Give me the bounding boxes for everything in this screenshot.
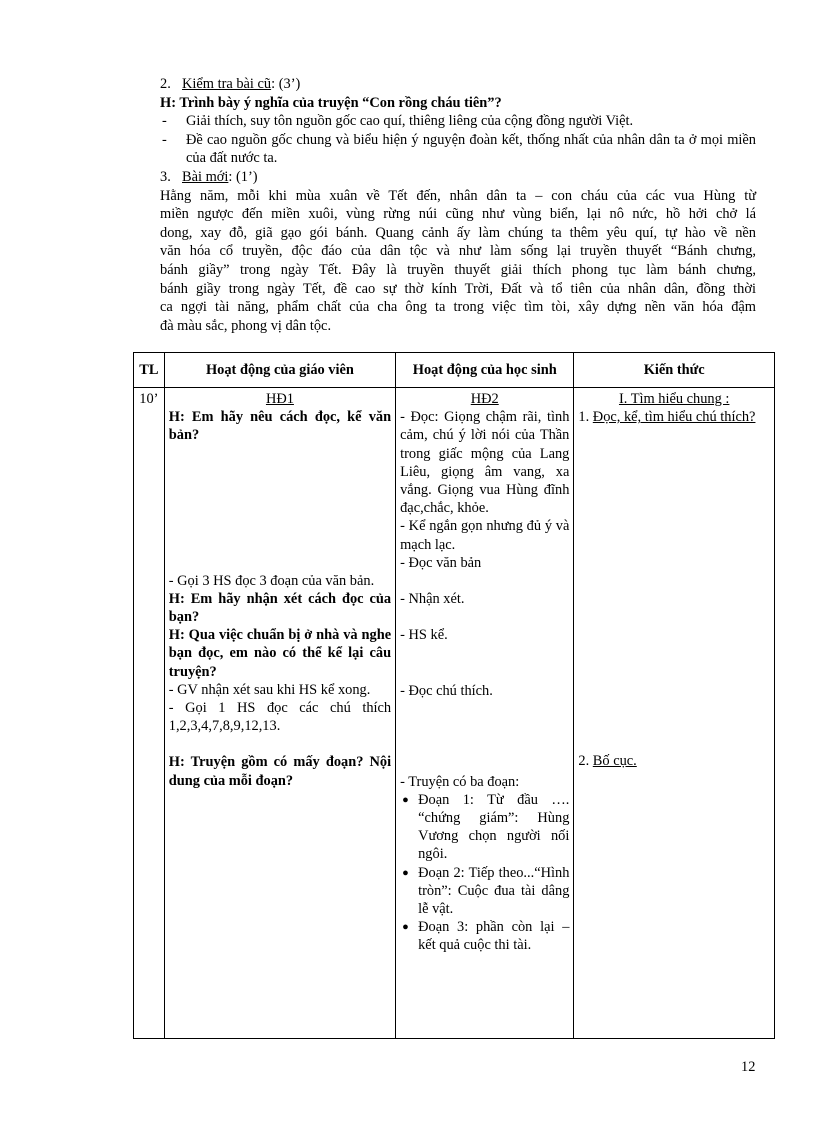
section-number: 3. <box>160 168 171 185</box>
paragraph-line: văn hóa cổ truyền, độc đáo của dân tộc và như làm sống lại truyền thuyết “Bánh chưng, <box>160 243 756 260</box>
lesson-intro <box>160 75 756 335</box>
lesson-table <box>133 352 775 1039</box>
paragraph-line: Hằng năm, mỗi khi mùa xuân về Tết đến, nhân dân ta – con cháu của các vua Hùng từ <box>160 187 756 204</box>
student-response: - Kể ngắn gọn nhưng đủ ý và mạch lạc. <box>400 518 570 553</box>
section-3-heading <box>160 168 756 187</box>
cell-knowledge <box>574 388 775 1039</box>
header-knowledge: Kiến thức <box>574 353 775 388</box>
paragraph-line: dong, xay đỗ, giã gạo gói bánh. Quang cảnh ấy làm chúng ta thêm yêu quí, tự hào về nền <box>160 224 756 241</box>
intro-paragraph <box>160 187 756 336</box>
cell-student-activity <box>396 388 574 1039</box>
student-response: - HS kể. <box>400 627 448 644</box>
answer-item: - Giải thích, suy tôn nguồn gốc cao quí, thiêng liêng của cộng đồng người Việt. <box>162 113 634 130</box>
student-response: - Đọc chú thích. <box>400 683 493 700</box>
knowledge-item: 1. Đọc, kể, tìm hiểu chú thích? <box>578 409 756 426</box>
table-row <box>134 388 775 1039</box>
paragraph-line: bánh giầy” trong ngày Tết. Đây là truyền thuyết giải thích phong tục làm bánh chưng, <box>160 261 756 278</box>
paragraph-line: ca ngợi tài năng, phẩm chất của cha ông ta trong việc tìm tòi, xây dựng nền văn hóa đậm <box>160 299 756 316</box>
teacher-question: H: Truyện gồm có mấy đoạn? Nội dung của mỗi đoạn? <box>168 754 392 789</box>
student-response: - Đọc văn bản <box>400 554 482 571</box>
section-label: Bài mới <box>182 168 229 185</box>
student-response: - Đọc: Giọng chậm rãi, tình cảm, chú ý lời nói của Thần trong giấc mộng của Lang Liêu, giọng âm vang, xa vắng. Giọng vua Hùng đĩnh đạc,chắc, khỏe. <box>400 409 570 517</box>
paragraph-line: miền ngược đến miền xuôi, vùng rừng núi cũng như vùng biển, lại nô nức, hồ hởi chở lá <box>160 206 756 223</box>
section-time: : (1’) <box>228 168 258 185</box>
answer-item: - Đề cao nguồn gốc chung và biểu hiện ý nguyện đoàn kết, thống nhất của nhân dân ta ở mọi miền của đất nước ta. <box>162 131 756 167</box>
list-item: ● Đoạn 2: Tiếp theo...“Hình tròn”: Cuộc đua tài dâng lễ vật. <box>400 864 569 919</box>
activity-label: HĐ1 <box>265 391 294 407</box>
list-item: ● Đoạn 3: phần còn lại – kết quả cuộc thi tài. <box>400 918 569 954</box>
dash-marker: - <box>162 113 167 130</box>
teacher-instruction: - Gọi 1 HS đọc các chú thích 1,2,3,4,7,8,9,12,13. <box>168 700 392 735</box>
teacher-question: H: Em hãy nhận xét cách đọc của bạn? <box>168 590 392 626</box>
list-item: ● Đoạn 1: Từ đầu …. “chứng giám”: Hùng Vương chọn người nối ngôi. <box>400 791 569 864</box>
dash-marker: - <box>162 131 167 148</box>
header-student-activity: Hoạt động của học sinh <box>396 353 574 388</box>
student-response: - Nhận xét. <box>400 591 465 608</box>
paragraph-line: đà màu sắc, phong vị dân tộc. <box>160 317 332 334</box>
cell-time: 10’ <box>134 388 165 1039</box>
section-number: 2. <box>160 76 171 92</box>
activity-label: HĐ2 <box>470 391 499 407</box>
page-number: 12 <box>741 1059 756 1075</box>
teacher-instruction: - Gọi 3 HS đọc 3 đoạn của văn bản. <box>168 572 375 589</box>
knowledge-item: 2. Bố cục. <box>578 753 637 770</box>
table-header-row <box>134 353 775 388</box>
review-question: H: Trình bày ý nghĩa của truyện “Con rồng cháu tiên”? <box>160 94 502 111</box>
cell-teacher-activity <box>164 388 395 1039</box>
paragraph-line: bánh giầy trong ngày Tết, đề cao sự thờ kính Trời, Đất và tổ tiên của nhân dân, đồng thời <box>160 280 756 297</box>
teacher-question: H: Qua việc chuẩn bị ở nhà và nghe bạn đọc, em nào có thể kể lại câu truyện? <box>168 627 392 680</box>
section-list <box>400 791 569 955</box>
teacher-question: H: Em hãy nêu cách đọc, kể văn bản? <box>168 409 392 444</box>
header-tl: TL <box>134 353 165 388</box>
header-teacher-activity: Hoạt động của giáo viên <box>164 353 395 388</box>
teacher-instruction: - GV nhận xét sau khi HS kể xong. <box>168 681 371 698</box>
student-response: - Truyện có ba đoạn: <box>400 773 520 790</box>
section-time: : (3’) <box>271 76 301 92</box>
knowledge-heading: I. Tìm hiểu chung : <box>618 391 730 407</box>
section-2-heading <box>160 75 756 94</box>
section-label: Kiểm tra bài cũ <box>182 76 272 92</box>
